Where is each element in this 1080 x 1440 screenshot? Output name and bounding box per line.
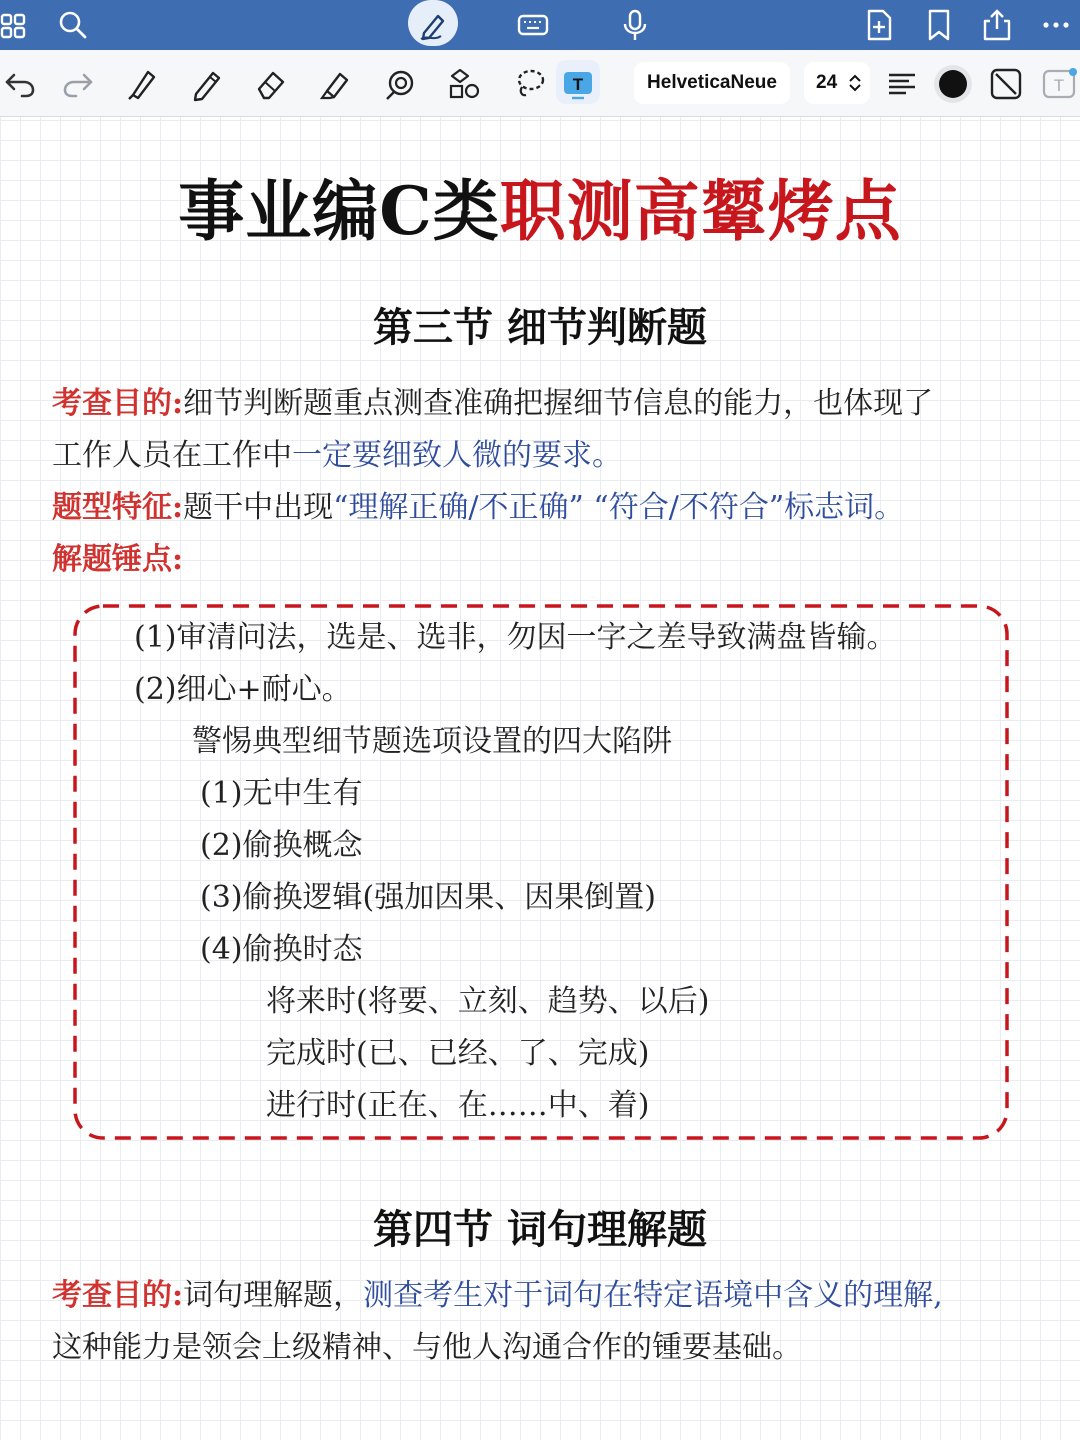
top-app-bar — [0, 0, 1080, 50]
redo-icon[interactable] — [60, 66, 96, 102]
section3-feature-line — [52, 482, 904, 526]
search-icon[interactable] — [56, 8, 90, 42]
font-size-selector[interactable] — [804, 62, 870, 104]
keyboard-icon[interactable] — [516, 8, 550, 42]
font-family-selector[interactable]: HelveticaNeue — [634, 62, 790, 104]
grid-view-icon[interactable] — [0, 8, 34, 42]
section3-key-line — [52, 534, 183, 578]
trap-item-2: (2)偷换概念 — [200, 828, 363, 863]
text-box-style-icon[interactable] — [988, 66, 1024, 102]
pen-handwriting-icon[interactable] — [416, 8, 450, 42]
page-title — [0, 158, 1080, 253]
section4-purpose-line1 — [52, 1270, 943, 1314]
section4-purpose-text-a: 词句理解题， — [183, 1278, 364, 1313]
section3-feature-text-b: “理解正确/不正确” “符合/不符合”标志词。 — [333, 490, 905, 525]
drawing-toolbar — [0, 50, 1080, 117]
section3-purpose-text-1: 细节判断题重点测查准确把握细节信息的能力，也体现了 — [183, 386, 934, 421]
section4-purpose-line2: 这种能力是领会上级精神、与他人沟通合作的锺要基础。 — [52, 1330, 802, 1365]
trap-item-4: (4)偷换时态 — [200, 932, 363, 967]
eraser-icon[interactable] — [252, 66, 288, 102]
tense-item-future: 将来时(将要、立刻、趋势、以后) — [266, 984, 710, 1019]
trap-item-1: (1)无中生有 — [200, 776, 363, 811]
fountain-pen-icon[interactable] — [124, 66, 160, 102]
section3-purpose-text-2b: 一定要细致人微的要求。 — [292, 438, 622, 473]
trap-item-3: (3)偷换逻辑(强加因果、因果倒置) — [200, 880, 656, 915]
share-icon[interactable] — [980, 8, 1014, 42]
section3-feature-label: 题型特征: — [52, 490, 184, 525]
more-options-icon[interactable] — [1040, 8, 1074, 42]
page-title-red: 职测高颦烤点 — [499, 172, 902, 250]
pencil-icon[interactable] — [188, 66, 224, 102]
font-size-value: 24 — [816, 72, 838, 93]
section3-purpose-text-2a: 工作人员在工作中 — [52, 438, 292, 473]
text-box-icon[interactable] — [1042, 66, 1078, 102]
key-point-item-1: (1)审清问法，选是、选非，勿因一字之差导致满盘皆输。 — [134, 620, 897, 655]
section3-purpose-line2 — [52, 430, 622, 474]
tense-item-progressive: 进行时(正在、在……中、着) — [266, 1088, 650, 1123]
undo-icon[interactable] — [2, 66, 38, 102]
section3-purpose-label: 考查目的: — [52, 386, 184, 421]
lasso-icon[interactable] — [512, 66, 548, 102]
svg-text:T: T — [572, 75, 584, 94]
svg-text:T: T — [1053, 76, 1065, 95]
key-point-item-2: (2)细心+耐心。 — [134, 672, 352, 707]
chevron-up-down-icon — [848, 73, 862, 93]
text-color-swatch[interactable] — [932, 63, 974, 105]
elements-tool-icon[interactable] — [446, 66, 482, 102]
text-tool-icon[interactable] — [560, 66, 596, 102]
add-page-icon[interactable] — [862, 8, 896, 42]
page-title-black: 事业编C类 — [178, 172, 500, 250]
bookmark-icon[interactable] — [922, 8, 956, 42]
text-align-icon[interactable] — [884, 66, 920, 102]
microphone-icon[interactable] — [618, 8, 652, 42]
section3-key-label: 解题锤点: — [52, 542, 184, 577]
shape-tool-icon[interactable] — [382, 66, 418, 102]
section4-heading: 第四节 词句理解题 — [373, 1206, 707, 1253]
tense-item-perfect: 完成时(已、已经、了、完成) — [266, 1036, 650, 1071]
section4-purpose-label: 考查目的: — [52, 1278, 184, 1313]
highlighter-icon[interactable] — [316, 66, 352, 102]
trap-heading: 警惕典型细节题选项设置的四大陷阱 — [192, 724, 672, 759]
section3-heading: 第三节 细节判断题 — [373, 304, 707, 351]
section3-purpose-line1 — [52, 378, 933, 422]
section3-feature-text-a: 题干中出现 — [183, 490, 334, 525]
section4-purpose-text-b: 测查考生对于词句在特定语境中含义的理解, — [363, 1278, 943, 1313]
